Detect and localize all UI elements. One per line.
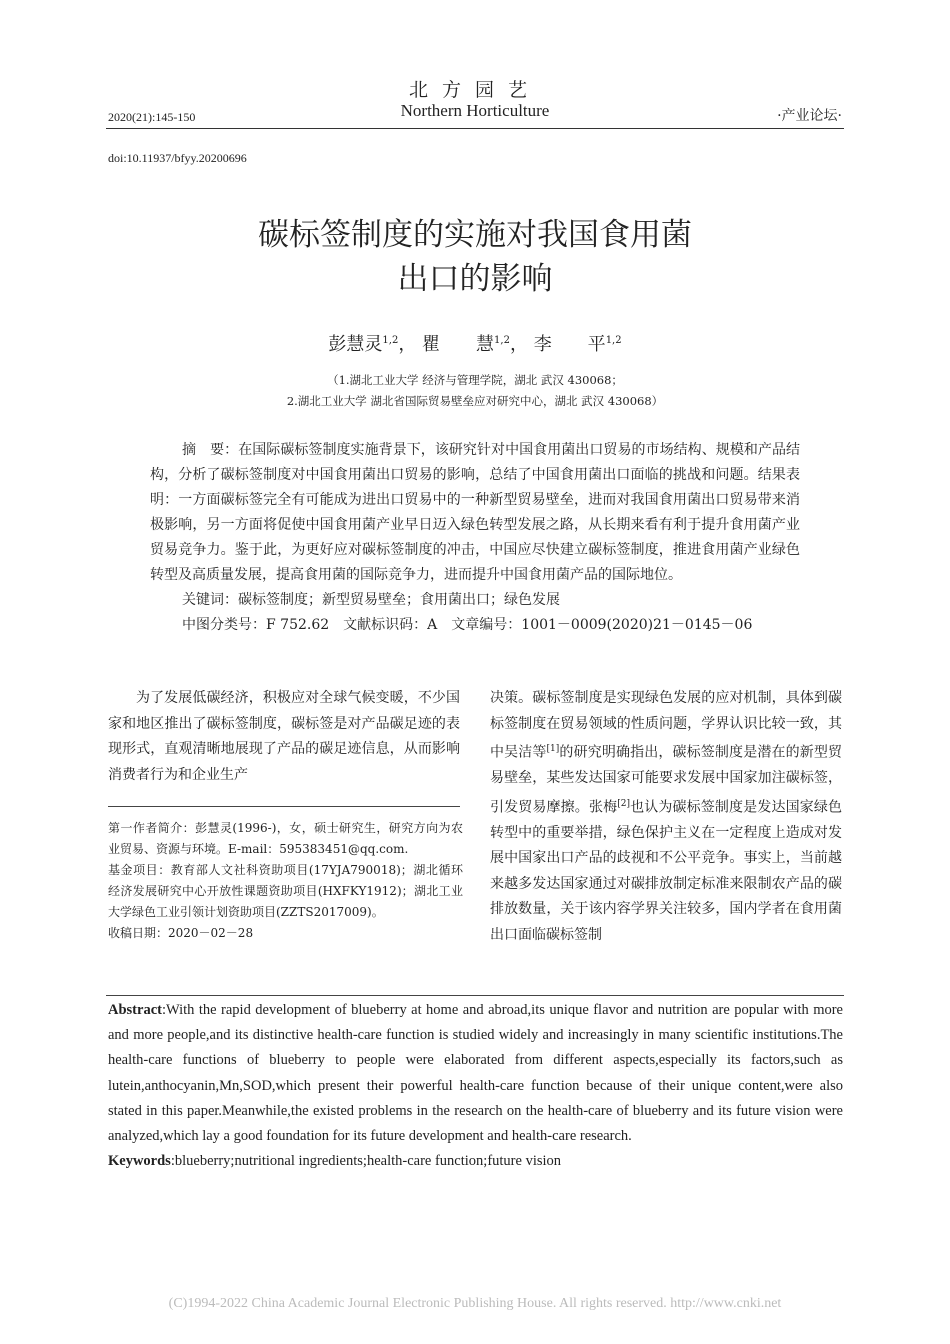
abstract-en-body xyxy=(108,998,843,1149)
section-label: ·产业论坛· xyxy=(777,108,842,124)
abstract-cn-body xyxy=(150,438,800,588)
affiliation-1: （1.湖北工业大学 经济与管理学院，湖北 武汉 430068； xyxy=(327,373,623,387)
article-no-value: 1001－0009(2020)21－0145－06 xyxy=(521,617,753,633)
abstract-en xyxy=(108,998,843,1174)
clc-value: F 752.62 xyxy=(266,617,330,633)
citation-ref[interactable]: [1] xyxy=(546,744,560,754)
keywords-en xyxy=(108,1149,843,1174)
body-text: 的研究明确指出，碳标签制度是潜在的新型贸易壁垒，某些发达国家可能要求发展中国家加注碳标签，引发贸易摩擦。张梅 xyxy=(490,744,843,816)
abstract-cn xyxy=(150,438,800,638)
article-no-label: 文章编号： xyxy=(451,617,522,633)
author-list xyxy=(0,330,950,356)
header-rule xyxy=(106,128,844,129)
footnote xyxy=(108,818,463,944)
footnote-funding: 基金项目：教育部人文社科资助项目(17YJA790018)；湖北循环经济发展研究中心开放性课题资助项目(HXFKY1912)；湖北工业大学绿色工业引领计划资助项目(ZZTS2017009)。 xyxy=(108,863,463,919)
clc-label: 中图分类号： xyxy=(182,617,266,633)
body-text: 决策。碳标签制度是实现绿色发展的应对机制，具体到碳标签制度在贸易领域的性质问题，学界认识比较一致，其中吴洁等 xyxy=(490,690,842,761)
affiliation-2: 2.湖北工业大学 湖北省国际贸易壁垒应对研究中心，湖北 武汉 430068） xyxy=(286,394,664,408)
author-name: 李 平 xyxy=(533,334,606,355)
abstract-cn-text: 在国际碳标签制度实施背景下，该研究针对中国食用菌出口贸易的市场结构、规模和产品结构，分析了碳标签制度对中国食用菌出口贸易的影响，总结了中国食用菌出口面临的挑战和问题。结果表明：一方面碳标签完全有可能成为进出口贸易中的一种新型贸易壁垒，进而对我国食用菌出口贸易带来消极影响，另一方面将促使中国食用菌产业早日迈入绿色转型发展之路，从长期来看有利于提升食用菌产业贸易竞争力。鉴于此，为更好应对碳标签制度的冲击，中国应尽快建立碳标签制度，推进食用菌产业绿色转型及高质量发展，提高食用菌的国际竞争力，进而提升中国食用菌产品的国际地位。 xyxy=(150,442,800,583)
journal-name-en: Northern Horticulture xyxy=(400,101,550,120)
footnote-author-info: 第一作者简介：彭慧灵(1996-)，女，硕士研究生，研究方向为农业贸易、资源与环境。E-mail：595383451@qq.com. xyxy=(108,821,463,856)
abstract-en-rule xyxy=(106,995,844,996)
abstract-en-label: Abstract xyxy=(108,1002,162,1018)
footnote-received: 收稿日期：2020－02－28 xyxy=(108,926,254,940)
title-line-2: 出口的影响 xyxy=(397,261,553,297)
keywords-cn-text: 碳标签制度；新型贸易壁垒；食用菌出口；绿色发展 xyxy=(238,592,560,608)
classification-line xyxy=(150,613,800,638)
author-name: 彭慧灵 xyxy=(328,334,383,355)
doc-code-label: 文献标识码： xyxy=(343,617,428,633)
issue-info: 2020(21):145-150 xyxy=(108,110,196,124)
body-text: 也认为碳标签制度是发达国家绿色转型中的重要举措，绿色保护主义在一定程度上造成对发展中国家出口产品的歧视和不公平竞争。事实上，当前越来越多发达国家通过对碳排放制定标准来限制农产品的碳排放数量，关于该内容学界关注较多，国内学者在食用菌出口面临碳标签制 xyxy=(490,799,842,943)
keywords-en-label: Keywords xyxy=(108,1153,171,1170)
author-separator: ， xyxy=(509,334,528,355)
keywords-cn-label: 关键词： xyxy=(182,592,238,608)
body-left-column: 为了发展低碳经济，积极应对全球气候变暖，不少国家和地区推出了碳标签制度，碳标签是对产品碳足迹的表现形式，直观清晰地展现了产品的碳足迹信息，从而影响消费者行为和企业生产 xyxy=(108,690,460,783)
author-affil-sup: 1,2 xyxy=(382,335,399,346)
citation-ref[interactable]: [2] xyxy=(617,798,630,809)
paper-title xyxy=(0,213,950,301)
abstract-cn-label: 摘 要： xyxy=(182,442,239,458)
author-affil-sup: 1,2 xyxy=(605,335,622,346)
abstract-en-text: :With the rapid development of blueberry at home and abroad,its unique flavor and nutrition are popular with more and more people,and its distinctive health-care function is studied widely and increasingly in many scientific institutions.The health-care functions of blueberry to people were elaborated from different aspects,especially its factors,such as lutein,anthocyanin,Mn,SOD,which present their powerful health-care function because of their unique content,were also stated in this paper.Meanwhile,the existed problems in the research on the health-care of blueberry and its future vision were analyzed,which lay a good foundation for its future development and health-care research. xyxy=(108,1002,843,1145)
keywords-cn xyxy=(150,588,800,613)
journal-name-cn: 北方园艺 xyxy=(408,79,541,101)
author-name: 瞿 慧 xyxy=(422,334,495,355)
doi: doi:10.11937/bfyy.20200696 xyxy=(108,151,247,165)
keywords-en-text: :blueberry;nutritional ingredients;health-care function;future vision xyxy=(170,1153,562,1170)
title-line-1: 碳标签制度的实施对我国食用菌 xyxy=(258,217,692,253)
footnote-rule xyxy=(108,806,460,807)
copyright-footer: (C)1994-2022 China Academic Journal Electronic Publishing House. All rights reserved. http://www.cnki.net xyxy=(168,1296,782,1311)
body-right-column xyxy=(490,686,842,948)
author-affil-sup: 1,2 xyxy=(494,335,510,346)
doc-code-value: A xyxy=(427,617,438,633)
author-separator: ， xyxy=(398,334,417,355)
